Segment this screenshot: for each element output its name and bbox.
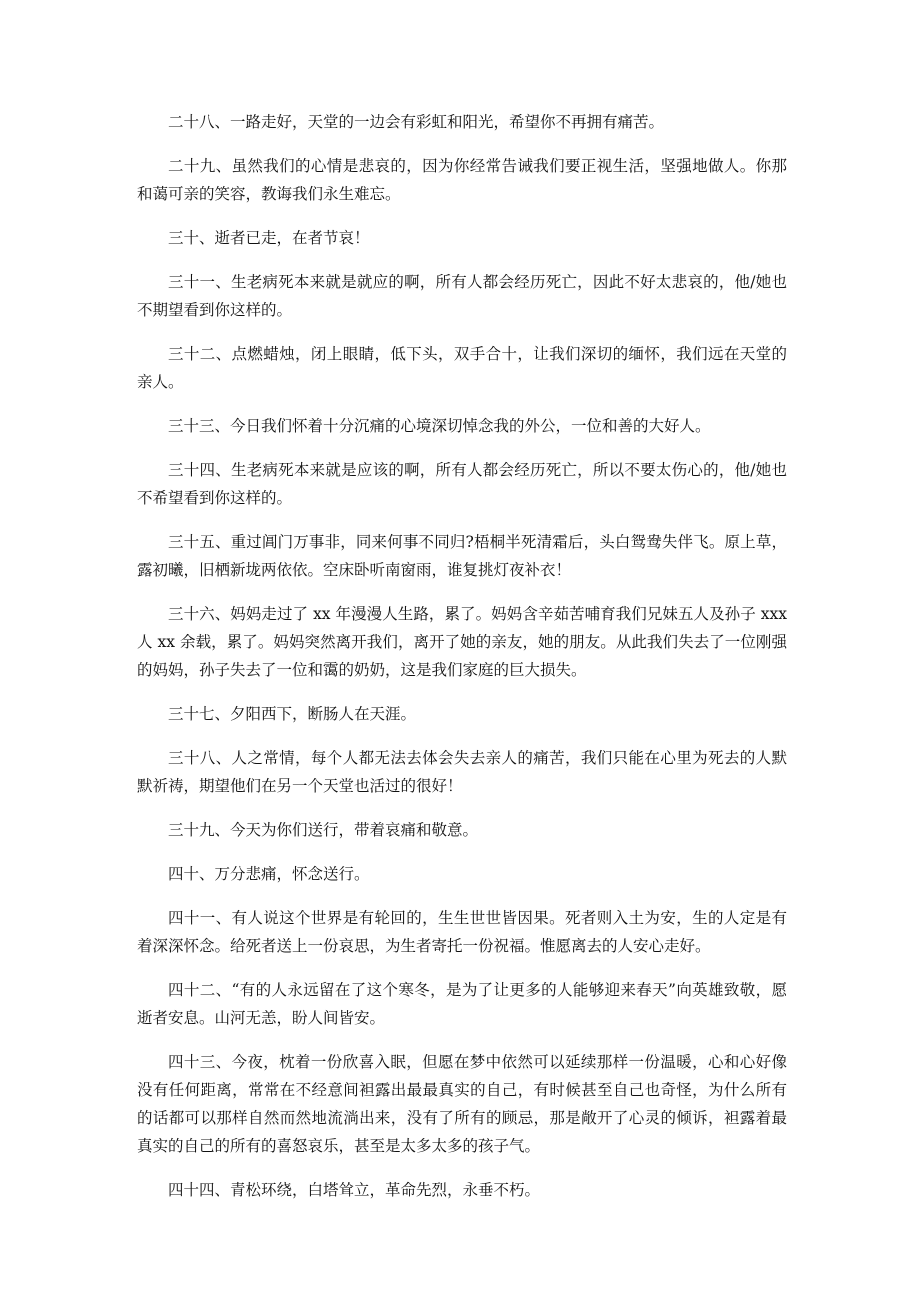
paragraph-37: 三十七、夕阳西下，断肠人在天涯。 <box>168 705 417 723</box>
paragraph-29: 二十九、虽然我们的心情是悲哀的，因为你经常告诫我们要正视生活，坚强地做人。你那和蔼可亲的笑容，教诲我们永生难忘。 <box>137 157 787 203</box>
paragraph-33: 三十三、今日我们怀着十分沉痛的心境深切悼念我的外公，一位和善的大好人。 <box>168 417 711 435</box>
document-body <box>137 108 787 1220</box>
paragraph-36: 三十六、妈妈走过了 xx 年漫漫人生路，累了。妈妈含辛茹苦哺育我们兄妹五人及孙子 xxx 人 xx 余载，累了。妈妈突然离开我们，离开了她的亲友，她的朋友。从此我们失去了一位刚强的妈妈，孙子失去了一位和霭的奶奶，这是我们家庭的巨大损失。 <box>137 605 787 679</box>
paragraph-28: 二十八、一路走好，天堂的一边会有彩虹和阳光，希望你不再拥有痛苦。 <box>168 113 665 131</box>
paragraph-35: 三十五、重过阊门万事非，同来何事不同归?梧桐半死清霜后，头白鸳鸯失伴飞。原上草，露初曦，旧栖新垅两依依。空床卧听南窗雨，谁复挑灯夜补衣！ <box>137 533 787 579</box>
paragraph-39: 三十九、今天为你们送行，带着哀痛和敬意。 <box>168 821 479 839</box>
paragraph-34: 三十四、生老病死本来就是应该的啊，所有人都会经历死亡，所以不要太伤心的，他/她也不希望看到你这样的。 <box>137 461 787 507</box>
paragraph-41: 四十一、有人说这个世界是有轮回的，生生世世皆因果。死者则入土为安，生的人定是有着深深怀念。给死者送上一份哀思，为生者寄托一份祝福。惟愿离去的人安心走好。 <box>137 909 787 955</box>
paragraph-31: 三十一、生老病死本来就是就应的啊，所有人都会经历死亡，因此不好太悲哀的，他/她也不期望看到你这样的。 <box>137 273 787 319</box>
paragraph-30: 三十、逝者已走，在者节哀！ <box>168 229 370 247</box>
paragraph-38: 三十八、人之常情，每个人都无法去体会失去亲人的痛苦，我们只能在心里为死去的人默默祈祷，期望他们在另一个天堂也活过的很好！ <box>137 749 787 795</box>
paragraph-32: 三十二、点燃蜡烛，闭上眼睛，低下头，双手合十，让我们深切的缅怀，我们远在天堂的亲人。 <box>137 345 787 391</box>
paragraph-43: 四十三、今夜，枕着一份欣喜入眠，但愿在梦中依然可以延续那样一份温暖，心和心好像没有任何距离，常常在不经意间袒露出最最真实的自己，有时候甚至自己也奇怪，为什么所有的话都可以那样自然而然地流淌出来，没有了所有的顾忌，那是敞开了心灵的倾诉，袒露着最真实的自己的所有的喜怒哀乐，甚至是太多太多的孩子气。 <box>137 1053 787 1155</box>
paragraph-40: 四十、万分悲痛，怀念送行。 <box>168 865 370 883</box>
paragraph-44: 四十四、青松环绕，白塔耸立，革命先烈，永垂不朽。 <box>168 1181 541 1199</box>
paragraph-42: 四十二、“有的人永远留在了这个寒冬，是为了让更多的人能够迎来春天”向英雄致敬，愿逝者安息。山河无恙，盼人间皆安。 <box>137 981 787 1027</box>
